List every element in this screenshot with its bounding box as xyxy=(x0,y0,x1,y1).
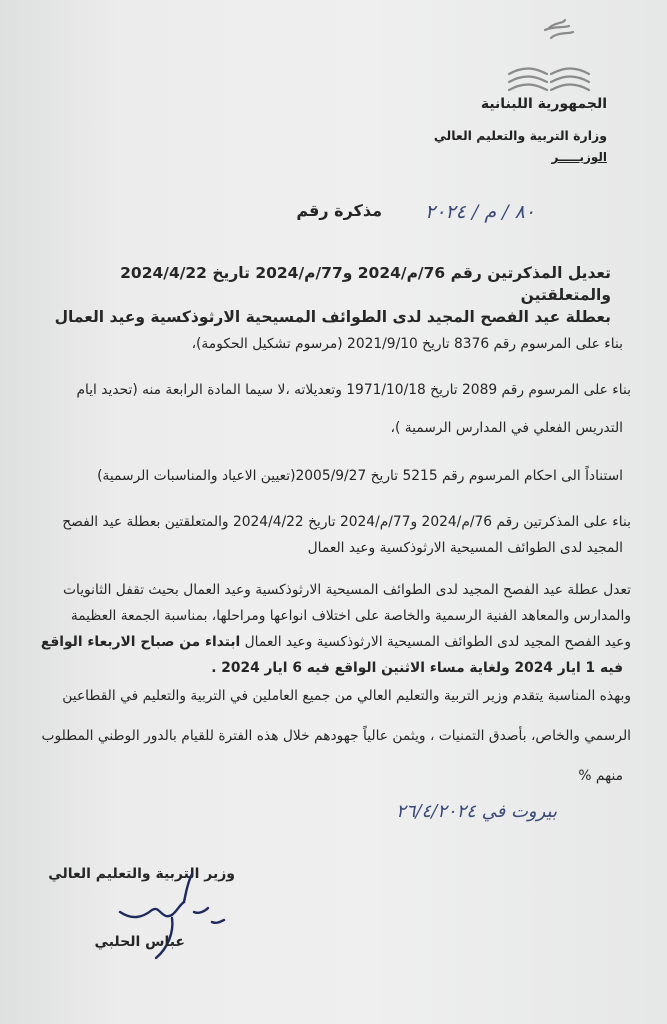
body-line-1: بناء على المرسوم رقم 8376 تاريخ 2021/9/10 (مرسوم تشكيل الحكومة)، xyxy=(191,336,623,352)
body-line-9 xyxy=(41,632,631,652)
subject-line-1: تعديل المذكرتين رقم 76/م/2024 و77/م/2024 تاريخ 2024/4/22 والمتعلقتين xyxy=(120,264,611,304)
body-line-8: والمدارس والمعاهد الفنية الرسمية والخاصة على اختلاف انواعها ومراحلها، بمناسبة الجمعة العظيمة xyxy=(70,608,631,624)
body-line-11: وبهذه المناسبة يتقدم وزير التربية والتعليم العالي من جميع العاملين في التربية والتعليم في القطاعين xyxy=(62,688,631,704)
office-header xyxy=(551,150,607,164)
republic-header: الجمهورية اللبنانية xyxy=(480,96,607,112)
ministry-header: وزارة التربية والتعليم العالي xyxy=(433,128,607,143)
body-line-9-text: وعيد الفصح المجيد لدى الطوائف المسيحية الارثوذكسية وعيد العمال xyxy=(240,634,631,650)
body-line-3: التدريس الفعلي في المدارس الرسمية )، xyxy=(390,420,623,436)
office-label: الوزيـــــر xyxy=(551,150,607,164)
body-line-13: منهم % xyxy=(578,768,623,784)
ministry-logo-icon xyxy=(499,18,599,96)
signatory-name: عباس الحلبي xyxy=(94,934,185,950)
body-line-4: استناداً الى احكام المرسوم رقم 5215 تاريخ 2005/9/27(تعيين الاعياد والمناسبات الرسمية) xyxy=(97,468,623,484)
memo-number: ٨٠ / م / ٢٠٢٤ xyxy=(425,201,535,223)
subject-line-2: بعطلة عيد الفصح المجيد لدى الطوائف المسيحية الارثوذكسية وعيد العمال xyxy=(54,308,611,326)
body-line-2: بناء على المرسوم رقم 2089 تاريخ 1971/10/18 وتعديلاته ،لا سيما المادة الرابعة منه (تحديد ايام xyxy=(76,382,631,398)
body-line-12: الرسمي والخاص، بأصدق التمنيات ، ويثمن عالياً جهودهم خلال هذه الفترة للقيام بالدور الوطني المطلوب xyxy=(41,728,631,744)
place-date: بيروت في ٢٦/٤/٢٠٢٤ xyxy=(396,801,557,822)
memo-label: مذكرة رقم xyxy=(296,201,382,220)
memo-subject xyxy=(51,262,611,328)
body-line-5: بناء على المذكرتين رقم 76/م/2024 و77/م/2024 تاريخ 2024/4/22 والمتعلقتين بعطلة عيد الفصح xyxy=(62,514,631,530)
body-line-10: فيه 1 ايار 2024 ولغاية مساء الاثنين الواقع فيه 6 ايار 2024 . xyxy=(211,660,623,676)
body-line-7: تعدل عطلة عيد الفصح المجيد لدى الطوائف المسيحية الارثوذكسية وعيد العمال بحيث تقفل الثانويات xyxy=(63,582,631,598)
body-line-9-bold: ابتداء من صباح الاربعاء الواقع xyxy=(40,634,241,650)
signatory-title: وزير التربية والتعليم العالي xyxy=(48,866,235,882)
body-line-6: المجيد لدى الطوائف المسيحية الارثوذكسية وعيد العمال xyxy=(307,540,623,556)
